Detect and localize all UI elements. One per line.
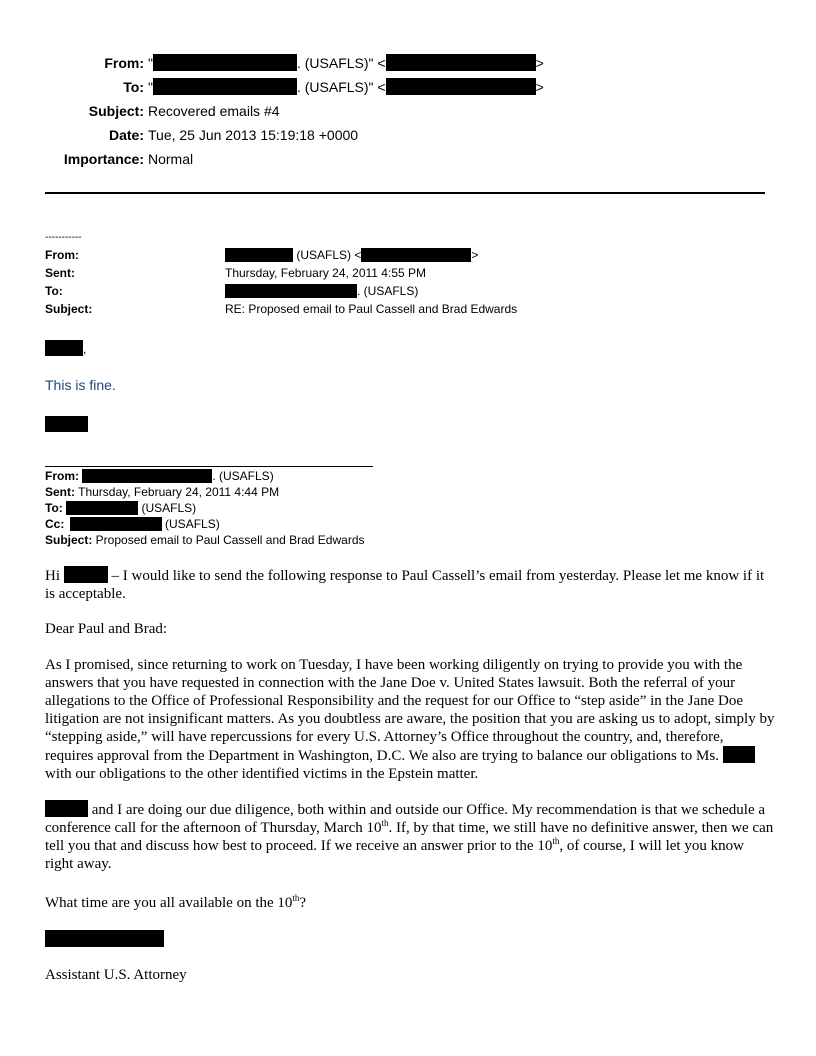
body-paragraph-2: As I promised, since returning to work on Tuesday, I have been working diligently on trying to provide you with the answers that you have requested in connection with the Jane Doe v. United States lawsuit. Both the referral of your allegations to the Office of Professional Responsibility and the request for our Office to “step aside” in the Jane Doe litigation are not insignificant matters. As you doubtless are aware, the position that you are asking us to adopt, simply by “stepping aside,” will have repercussions for every U.S. Attorney’s Office throughout the country, and, therefore, requires approval from the Department in Washington, D.C. We also are trying to balance our obligations to Ms. with our obligations to the other identified victims in the Epstein matter. <box>45 657 775 782</box>
redaction <box>45 930 164 947</box>
quoted-to: To: (USAFLS) <box>45 501 197 515</box>
quoted-subject: Subject: Proposed email to Paul Cassell and Brad Edwards <box>45 533 365 547</box>
subject-label: Subject: <box>88 103 144 119</box>
fwd-subject-value: RE: Proposed email to Paul Cassell and Brad Edwards <box>225 302 518 316</box>
fwd-to-value: . (USAFLS) <box>225 283 418 299</box>
date-label: Date: <box>108 127 144 143</box>
subject-value: Recovered emails #4 <box>148 103 280 119</box>
signature-title: Assistant U.S. Attorney <box>45 967 187 983</box>
redaction <box>153 78 297 95</box>
redaction <box>45 416 88 432</box>
redaction <box>153 54 297 71</box>
fwd-to-label: To: <box>45 284 63 298</box>
fwd-sent-label: Sent: <box>45 266 75 280</box>
to-value: " . (USAFLS)" < > <box>148 79 544 95</box>
greeting: , <box>45 340 86 357</box>
redaction <box>64 566 108 583</box>
redaction <box>225 248 293 262</box>
body-paragraph-3: and I are doing our due diligence, both within and outside our Office. My recommendation is that we schedule a conference call for the afternoon of Thursday, March 10th. If, by that time, we still have no definitive answer, then we can tell you that and discuss how best to proceed. If we receive an answer prior to the 10th, of course, I will let you know right away. <box>45 802 774 872</box>
fwd-sent-value: Thursday, February 24, 2011 4:55 PM <box>225 266 426 280</box>
body-question: What time are you all available on the 10th? <box>45 893 307 911</box>
redaction <box>386 78 536 95</box>
fwd-from-value: (USAFLS) < > <box>225 247 478 263</box>
separator-dashes: ----------- <box>45 232 82 243</box>
quoted-sent: Sent: Thursday, February 24, 2011 4:44 PM <box>45 485 280 499</box>
redaction <box>66 501 138 515</box>
body-paragraph-1: Hi – I would like to send the following response to Paul Cassell’s email from yesterday. Please let me know if it is acceptable. <box>45 568 765 602</box>
importance-label: Importance: <box>63 151 144 167</box>
redaction <box>361 248 471 262</box>
reply-text: This is fine. <box>45 377 116 393</box>
from-value: " . (USAFLS)" < > <box>148 55 544 71</box>
redaction <box>386 54 536 71</box>
date-value: Tue, 25 Jun 2013 15:19:18 +0000 <box>148 127 359 143</box>
importance-value: Normal <box>148 151 194 167</box>
quoted-cc: Cc: (USAFLS) <box>45 517 220 531</box>
redaction <box>70 517 162 531</box>
from-label: From: <box>104 55 144 71</box>
fwd-subject-label: Subject: <box>45 302 93 316</box>
to-label: To: <box>123 79 144 95</box>
quoted-from: From: . (USAFLS) <box>45 469 274 483</box>
redaction <box>45 800 88 817</box>
body-salutation: Dear Paul and Brad: <box>45 621 168 637</box>
quote-divider <box>45 466 373 467</box>
redaction <box>225 284 357 298</box>
redaction <box>82 469 212 483</box>
redaction <box>45 340 83 356</box>
signature-name <box>45 930 164 952</box>
header-divider <box>45 192 765 194</box>
fwd-from-label: From: <box>45 248 79 262</box>
redaction <box>723 746 755 763</box>
reply-signature <box>45 416 88 437</box>
